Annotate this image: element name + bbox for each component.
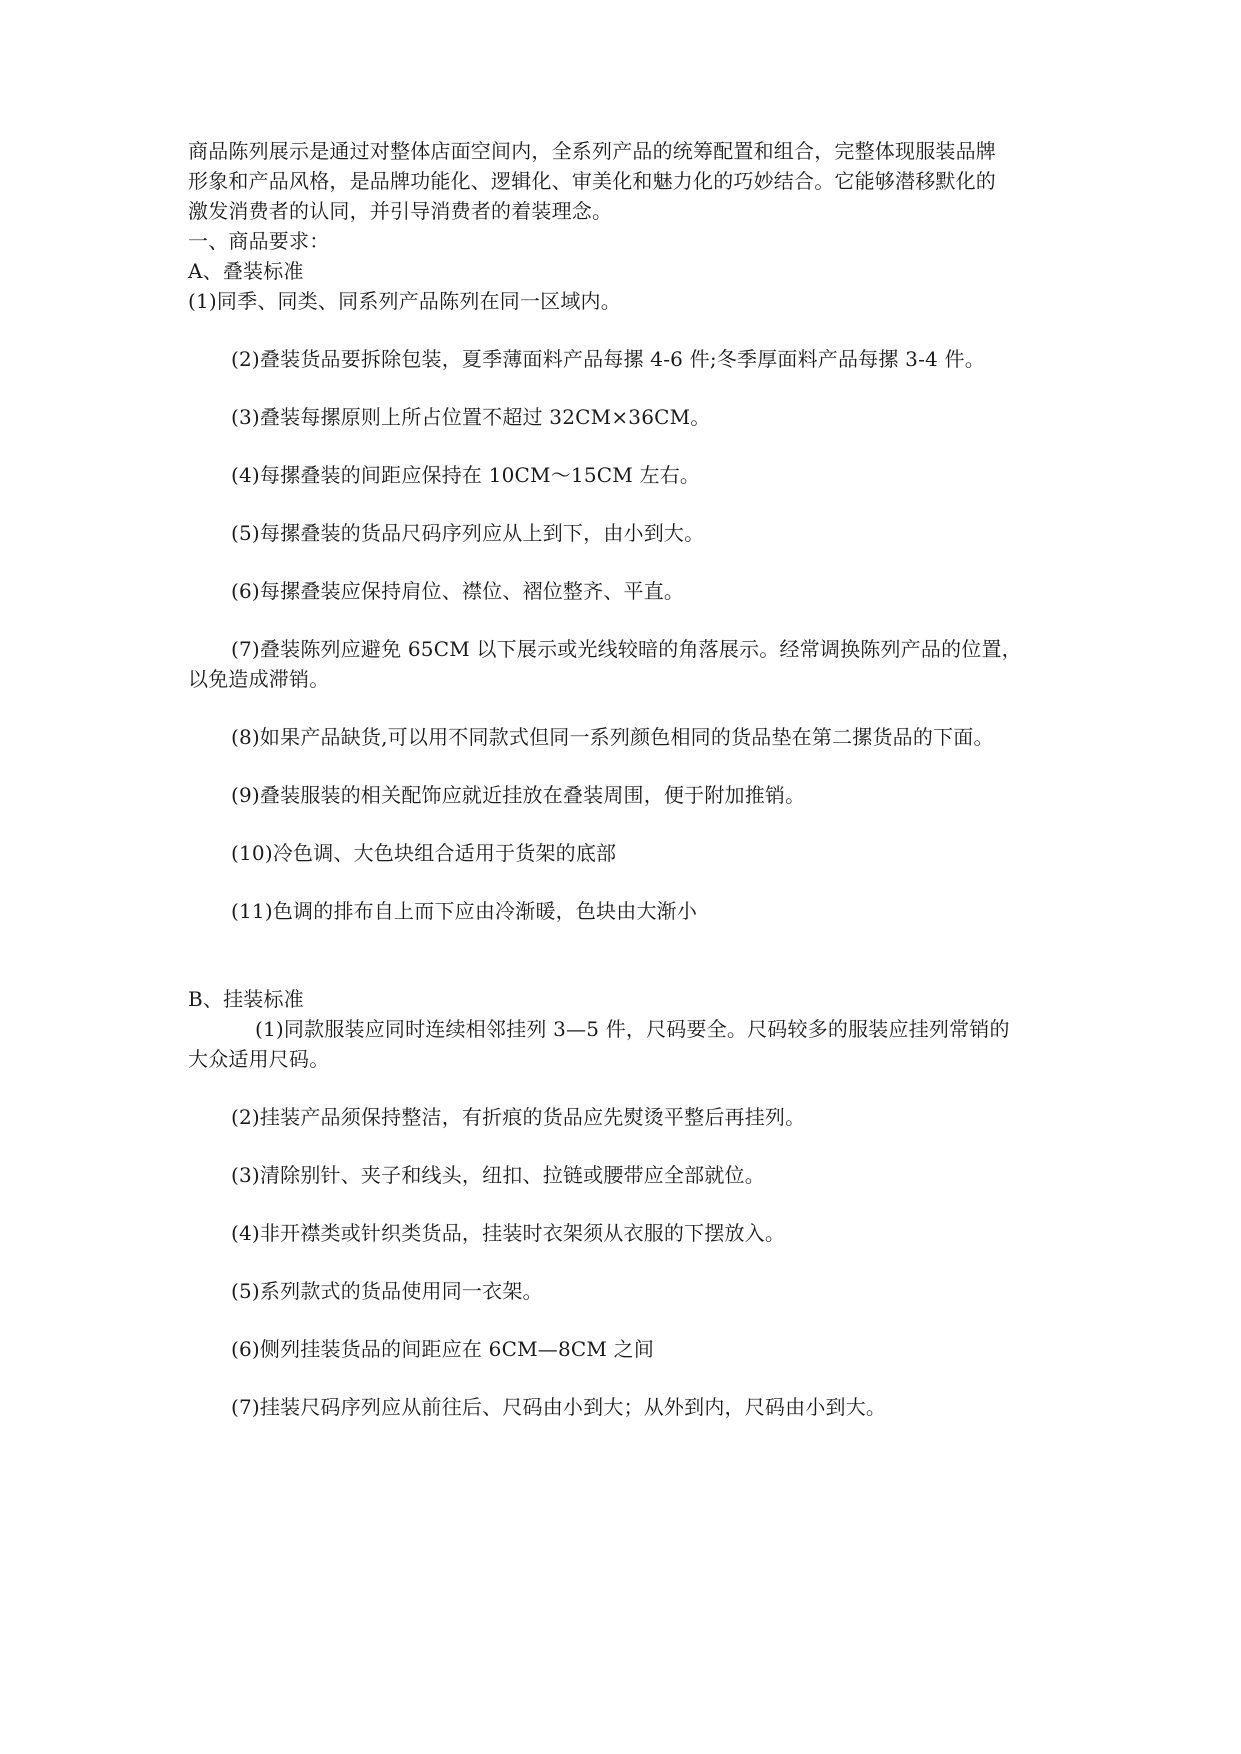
section-heading: 一、商品要求： bbox=[188, 229, 330, 253]
list-item: (8)如果产品缺货,可以用不同款式但同一系列颜色相同的货品垫在第二摞货品的下面。 bbox=[231, 725, 994, 749]
intro-line: 激发消费者的认同，并引导消费者的着装理念。 bbox=[188, 199, 613, 223]
list-item: (9)叠装服装的相关配饰应就近挂放在叠装周围，便于附加推销。 bbox=[231, 783, 806, 807]
list-item: (1)同季、同类、同系列产品陈列在同一区域内。 bbox=[188, 289, 621, 313]
list-item: (3)清除别针、夹子和线头，纽扣、拉链或腰带应全部就位。 bbox=[231, 1163, 765, 1187]
list-item: (6)每摞叠装应保持肩位、襟位、褶位整齐、平直。 bbox=[231, 579, 685, 603]
list-item: (11)色调的排布自上而下应由冷渐暖，色块由大渐小 bbox=[231, 899, 698, 923]
intro-line: 商品陈列展示是通过对整体店面空间内，全系列产品的统筹配置和组合，完整体现服装品牌 bbox=[188, 139, 996, 163]
list-item: (7)挂装尺码序列应从前往后、尺码由小到大；从外到内，尺码由小到大。 bbox=[231, 1395, 887, 1419]
list-item: (4)非开襟类或针织类货品，挂装时衣架须从衣服的下摆放入。 bbox=[231, 1221, 786, 1245]
list-item: (7)叠装陈列应避免 65CM 以下展示或光线较暗的角落展示。经常调换陈列产品的位置， bbox=[231, 637, 1022, 661]
subsection-heading-a: A、叠装标准 bbox=[188, 259, 304, 283]
list-item-continued: 大众适用尺码。 bbox=[188, 1047, 330, 1071]
intro-line: 形象和产品风格，是品牌功能化、逻辑化、审美化和魅力化的巧妙结合。它能够潜移默化的 bbox=[188, 169, 996, 193]
list-item: (5)系列款式的货品使用同一衣架。 bbox=[231, 1279, 543, 1303]
list-item: (10)冷色调、大色块组合适用于货架的底部 bbox=[231, 841, 617, 865]
subsection-heading-b: B、挂装标准 bbox=[188, 987, 304, 1011]
list-item: (6)侧列挂装货品的间距应在 6CM—8CM 之间 bbox=[231, 1337, 655, 1361]
list-item: (1)同款服装应同时连续相邻挂列 3—5 件，尺码要全。尺码较多的服装应挂列常销的 bbox=[255, 1017, 1010, 1041]
list-item: (3)叠装每摞原则上所占位置不超过 32CM×36CM。 bbox=[231, 405, 711, 429]
list-item: (2)挂装产品须保持整洁，有折痕的货品应先熨烫平整后再挂列。 bbox=[231, 1105, 806, 1129]
list-item: (4)每摞叠装的间距应保持在 10CM～15CM 左右。 bbox=[231, 463, 701, 487]
list-item: (5)每摞叠装的货品尺码序列应从上到下，由小到大。 bbox=[231, 521, 705, 545]
list-item: (2)叠装货品要拆除包装，夏季薄面料产品每摞 4-6 件;冬季厚面料产品每摞 3-4 件。 bbox=[231, 347, 985, 371]
list-item-continued: 以免造成滞销。 bbox=[188, 667, 330, 691]
